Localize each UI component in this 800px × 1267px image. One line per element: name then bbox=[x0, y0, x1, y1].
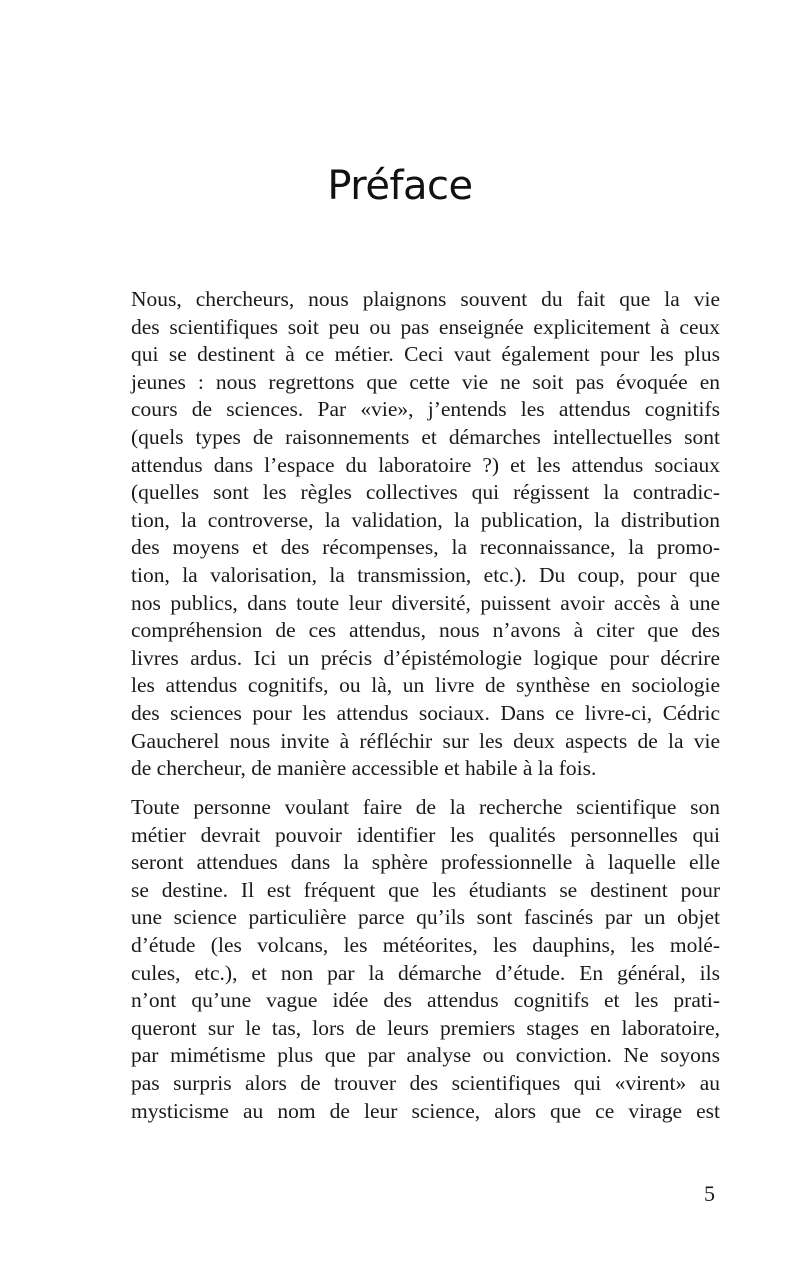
text-line: cules, etc.), et non par la démarche d’étude. En général, ils bbox=[131, 960, 720, 985]
text-line: attendus dans l’espace du laboratoire ?) et les attendus sociaux bbox=[131, 452, 720, 477]
text-line: (quels types de raisonnements et démarches intellectuelles sont bbox=[131, 424, 720, 449]
text-line: par mimétisme plus que par analyse ou conviction. Ne soyons bbox=[131, 1043, 720, 1068]
paragraph-2 bbox=[131, 794, 720, 1125]
text-line: cours de sciences. Par «vie», j’entends les attendus cognitifs bbox=[131, 397, 720, 422]
text-line: pas surpris alors de trouver des scientifiques qui «virent» au bbox=[131, 1070, 720, 1095]
text-line: d’étude (les volcans, les météorites, les dauphins, les molé- bbox=[131, 932, 720, 957]
text-line: seront attendues dans la sphère professionnelle à laquelle elle bbox=[131, 850, 720, 875]
text-line: Toute personne voulant faire de la recherche scientifique son bbox=[131, 795, 720, 819]
text-line: (quelles sont les règles collectives qui régissent la contradic- bbox=[131, 480, 720, 505]
text-line: de chercheur, de manière accessible et habile à la fois. bbox=[131, 756, 597, 781]
text-line: des sciences pour les attendus sociaux. Dans ce livre-ci, Cédric bbox=[131, 700, 720, 725]
paragraph-1 bbox=[131, 286, 720, 783]
text-line: tion, la controverse, la validation, la publication, la distribution bbox=[131, 507, 720, 532]
text-line: Nous, chercheurs, nous plaignons souvent du fait que la vie bbox=[131, 287, 720, 311]
text-line: se destine. Il est fréquent que les étudiants se destinent pour bbox=[131, 877, 720, 902]
text-line: n’ont qu’une vague idée des attendus cognitifs et les prati- bbox=[131, 988, 720, 1013]
text-line: nos publics, dans toute leur diversité, puissent avoir accès à une bbox=[131, 590, 720, 615]
text-line: compréhension de ces attendus, nous n’avons à citer que des bbox=[131, 618, 720, 643]
text-line: métier devrait pouvoir identifier les qualités personnelles qui bbox=[131, 822, 720, 847]
page-number: 5 bbox=[704, 1181, 715, 1206]
text-line: des scientifiques soit peu ou pas enseignée explicitement à ceux bbox=[131, 314, 720, 339]
text-line: queront sur le tas, lors de leurs premiers stages en laboratoire, bbox=[131, 1015, 720, 1040]
text-line: jeunes : nous regrettons que cette vie ne soit pas évoquée en bbox=[131, 369, 720, 394]
text-line: les attendus cognitifs, ou là, un livre de synthèse en sociologie bbox=[131, 673, 720, 698]
text-line: tion, la valorisation, la transmission, etc.). Du coup, pour que bbox=[131, 562, 720, 587]
text-line: qui se destinent à ce métier. Ceci vaut également pour les plus bbox=[131, 342, 720, 367]
text-line: livres ardus. Ici un précis d’épistémologie logique pour décrire bbox=[131, 645, 720, 670]
text-line: Gaucherel nous invite à réfléchir sur les deux aspects de la vie bbox=[131, 728, 720, 753]
text-line: des moyens et des récompenses, la reconnaissance, la promo- bbox=[131, 535, 720, 560]
text-line: mysticisme au nom de leur science, alors que ce virage est bbox=[131, 1098, 720, 1123]
chapter-title: Préface bbox=[327, 162, 473, 209]
text-line: une science particulière parce qu’ils sont fascinés par un objet bbox=[131, 905, 720, 930]
